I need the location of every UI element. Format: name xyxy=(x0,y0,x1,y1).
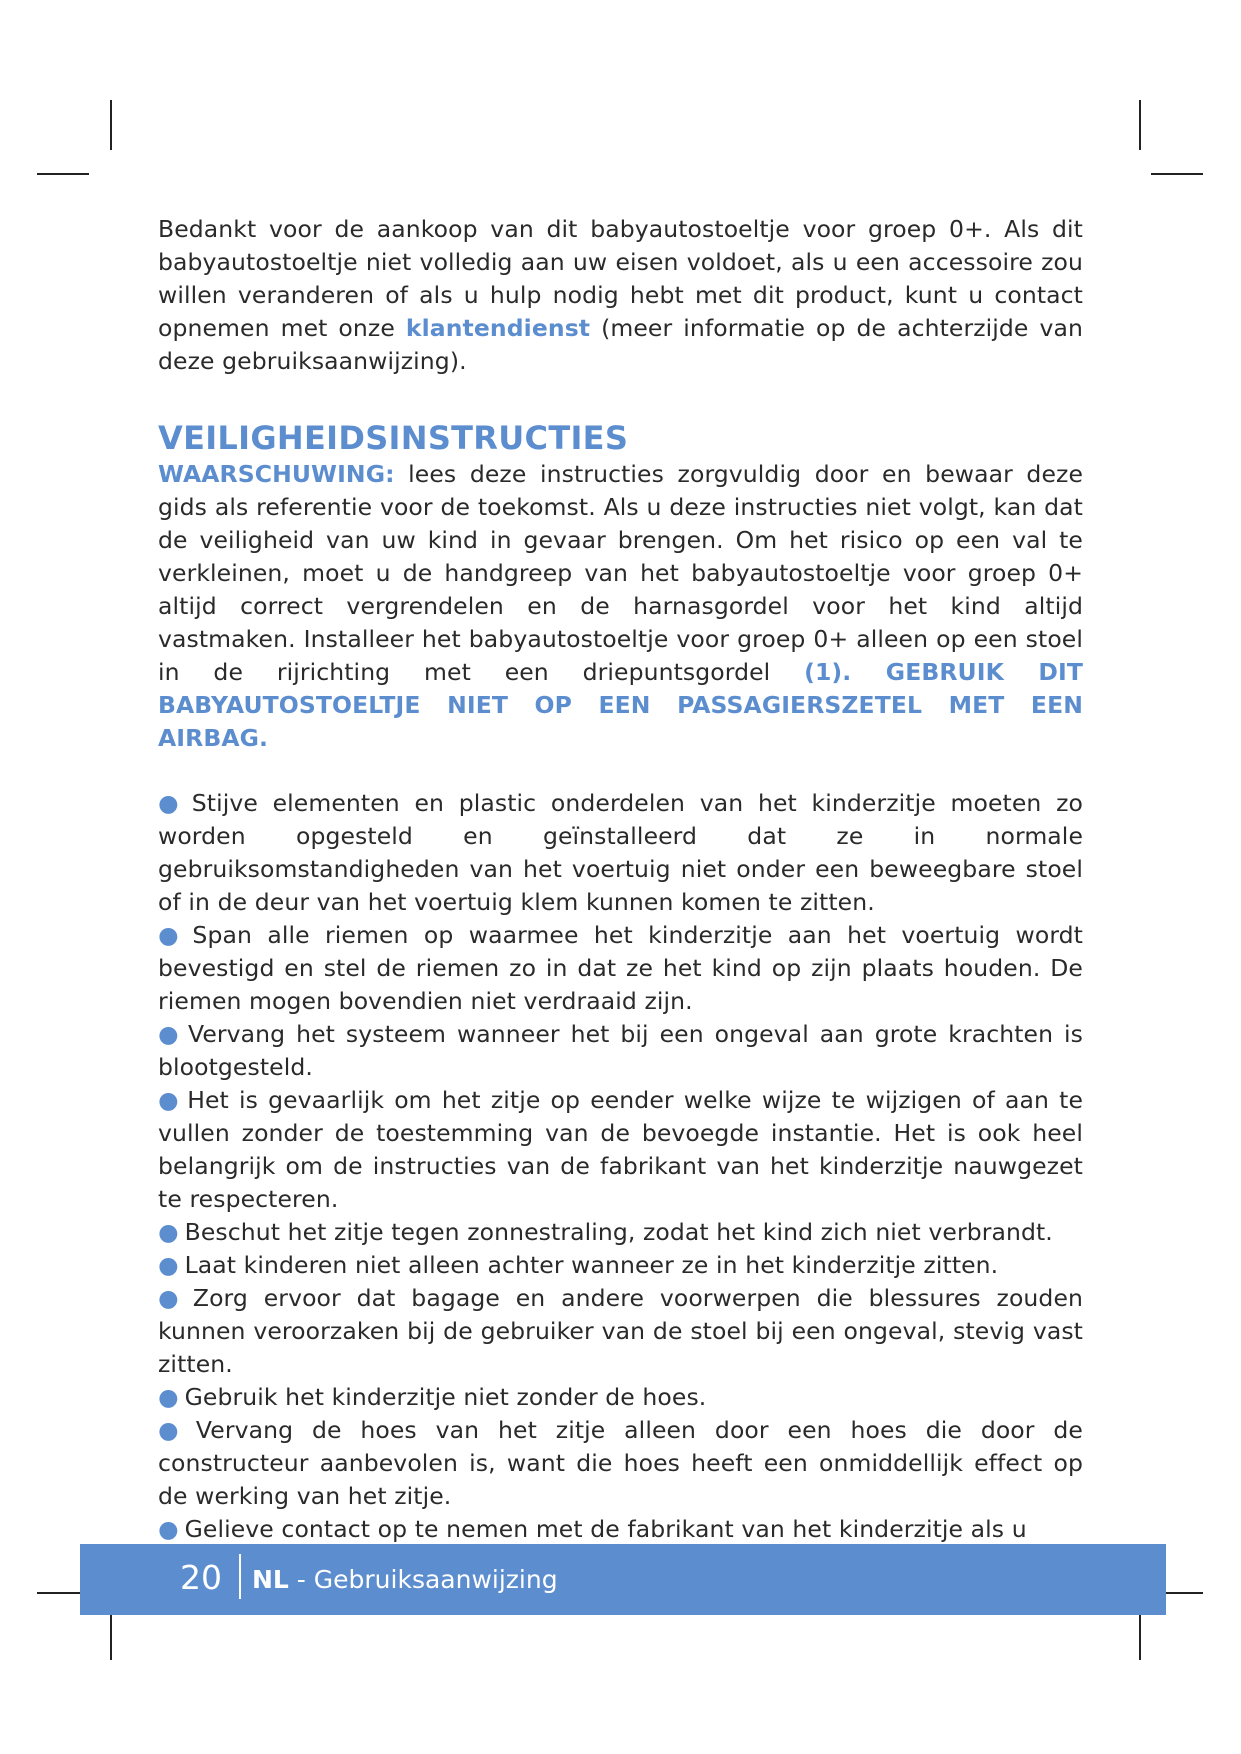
list-item xyxy=(158,1414,1083,1513)
list-item xyxy=(158,787,1083,919)
safety-bullet-list xyxy=(158,787,1083,1546)
intro-paragraph xyxy=(158,213,1083,378)
bullet-dot-icon: ● xyxy=(158,1086,182,1114)
bullet-dot-icon: ● xyxy=(158,789,186,817)
figure-reference: (1) xyxy=(804,658,843,686)
warning-label: WAARSCHUWING: xyxy=(158,460,395,488)
list-item xyxy=(158,1249,1083,1282)
bullet-dot-icon: ● xyxy=(158,1383,179,1411)
list-item xyxy=(158,919,1083,1018)
bullet-text: Gebruik het kinderzitje niet zonder de hoes. xyxy=(184,1383,707,1411)
bullet-dot-icon: ● xyxy=(158,1416,190,1444)
page-number: 20 xyxy=(180,1558,222,1597)
bullet-dot-icon: ● xyxy=(158,1251,179,1279)
bullet-text: Laat kinderen niet alleen achter wanneer ze in het kinderzitje zitten. xyxy=(184,1251,999,1279)
airbag-warning: . GEBRUIK DIT BABYAUTOSTOELTJE NIET OP EEN PASSAGIERSZETEL MET EEN AIRBAG. xyxy=(158,658,1083,752)
page-content xyxy=(158,213,1083,1546)
crop-mark-bottom-left-vertical xyxy=(110,1610,112,1660)
bullet-text: Vervang de hoes van het zitje alleen door een hoes die door de constructeur aanbevolen is, want die hoes heeft een onmiddellijk effect op de werking van het zitje. xyxy=(158,1416,1083,1510)
bullet-dot-icon: ● xyxy=(158,1020,182,1048)
list-item xyxy=(158,1018,1083,1084)
list-item xyxy=(158,1216,1083,1249)
crop-mark-top-right-horizontal xyxy=(1151,173,1203,175)
bullet-text: Het is gevaarlijk om het zitje op eender welke wijze te wijzigen of aan te vullen zonder de toestemming van de bevoegde instantie. Het is ook heel belangrijk om de instructies van de fabrikant van het kinderzitje nauwgezet te respecteren. xyxy=(158,1086,1083,1213)
customer-service-link[interactable]: klantendienst xyxy=(405,314,591,342)
crop-mark-top-right-vertical xyxy=(1139,100,1141,150)
page-footer xyxy=(80,1544,1166,1615)
list-item xyxy=(158,1381,1083,1414)
warning-text: lees deze instructies zorgvuldig door en bewaar deze gids als referentie voor de toekomst. Als u deze instructies niet volgt, kan dat de veiligheid van uw kind in gevaar brengen. Om het risico op een val te verkleinen, moet u de handgreep van het babyautostoeltje voor groep 0+ altijd correct vergrendelen en de harnasgordel voor het kind altijd vastmaken. Installeer het babyautostoeltje voor groep 0+ alleen op een stoel in de rijrichting met een driepuntsgordel xyxy=(158,460,1083,686)
bullet-text: Beschut het zitje tegen zonnestraling, zodat het kind zich niet verbrandt. xyxy=(184,1218,1053,1246)
intro-text-after: (meer informatie op de achterzijde van deze gebruiksaanwijzing). xyxy=(158,314,1083,375)
crop-mark-bottom-right-vertical xyxy=(1139,1610,1141,1660)
bullet-dot-icon: ● xyxy=(158,1515,179,1543)
list-item xyxy=(158,1084,1083,1216)
bullet-text: Span alle riemen op waarmee het kinderzitje aan het voertuig wordt bevestigd en stel de riemen zo in dat ze het kind op zijn plaats houden. De riemen mogen bovendien niet verdraaid zijn. xyxy=(158,921,1083,1015)
manual-title: - Gebruiksaanwijzing xyxy=(288,1565,558,1594)
bullet-dot-icon: ● xyxy=(158,1218,179,1246)
bullet-dot-icon: ● xyxy=(158,1284,187,1312)
warning-paragraph xyxy=(158,458,1083,755)
bullet-text: Gelieve contact op te nemen met de fabrikant van het kinderzitje als u xyxy=(184,1515,1027,1543)
list-item xyxy=(158,1282,1083,1381)
crop-mark-top-left-horizontal xyxy=(37,173,89,175)
footer-divider xyxy=(239,1554,241,1599)
bullet-text: Vervang het systeem wanneer het bij een ongeval aan grote krachten is blootgesteld. xyxy=(158,1020,1084,1081)
list-item xyxy=(158,1513,1083,1546)
footer-title xyxy=(252,1564,558,1596)
bullet-text: Zorg ervoor dat bagage en andere voorwerpen die blessures zouden kunnen veroorzaken bij de gebruiker van de stoel bij een ongeval, stevig vast zitten. xyxy=(158,1284,1083,1378)
safety-heading: VEILIGHEIDSINSTRUCTIES xyxy=(158,419,629,457)
bullet-text: Stijve elementen en plastic onderdelen van het kinderzitje moeten zo worden opgesteld en geïnstalleerd dat ze in normale gebruiksomstandigheden van het voertuig niet onder een beweegbare stoel of in de deur van het voertuig klem kunnen komen te zitten. xyxy=(158,789,1083,916)
intro-text-before: Bedankt voor de aankoop van dit babyautostoeltje voor groep 0+. Als dit babyautostoeltje niet volledig aan uw eisen voldoet, als u een accessoire zou willen veranderen of als u hulp nodig hebt met dit product, kunt u contact opnemen met onze xyxy=(158,215,1083,342)
bullet-dot-icon: ● xyxy=(158,921,187,949)
language-code: NL xyxy=(252,1565,289,1594)
crop-mark-top-left-vertical xyxy=(110,100,112,150)
